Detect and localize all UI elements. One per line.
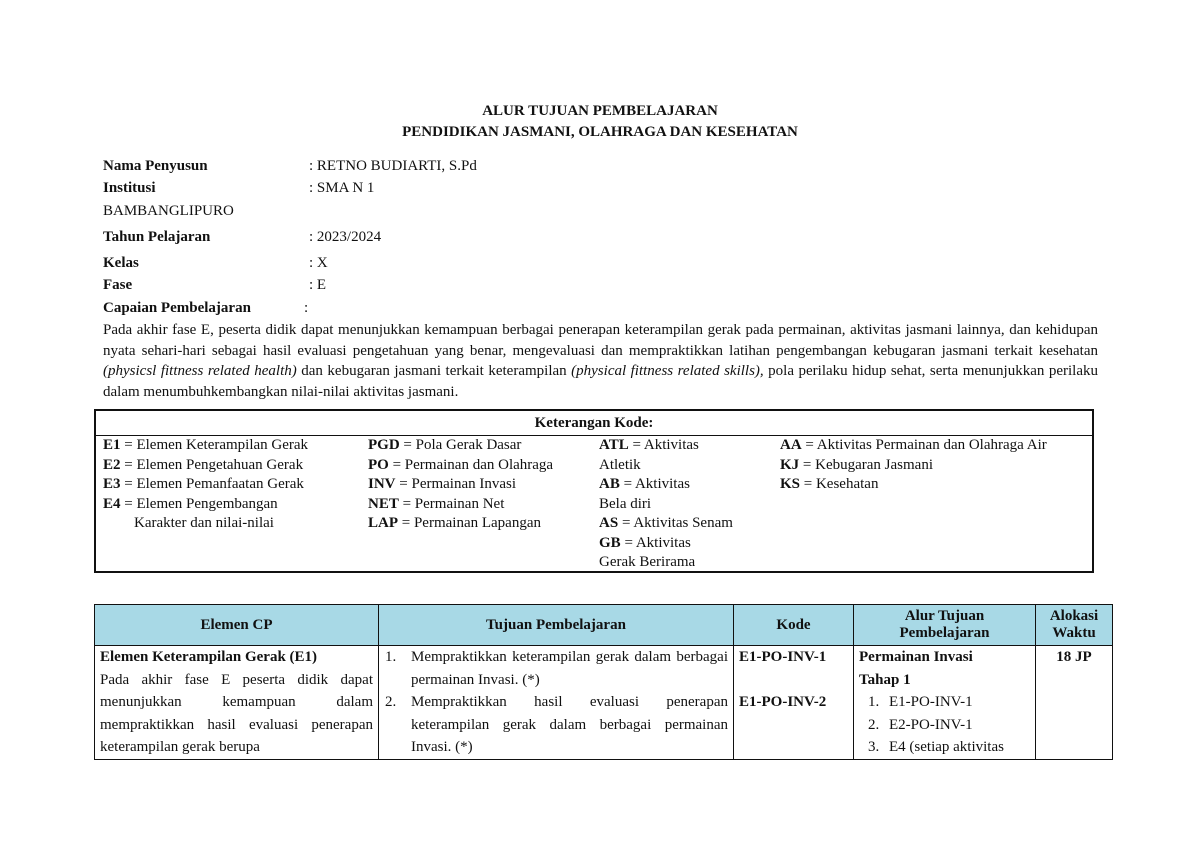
capaian-paragraph <box>103 320 1098 402</box>
kelas-value: : X <box>309 255 328 271</box>
tahun-value: : 2023/2024 <box>309 229 382 245</box>
kode-1: E1-PO-INV-1 <box>739 649 827 665</box>
kelas-label: Kelas <box>103 255 139 271</box>
list-item: 1. Mempraktikkan keterampilan gerak dalam berbagai permainan Invasi. (*) <box>385 649 728 688</box>
institusi-label: Institusi <box>103 180 156 196</box>
legend-item-atl-cont: Atletik <box>599 456 641 473</box>
keterangan-title: Keterangan Kode: <box>96 411 1092 436</box>
document-title-line2: PENDIDIKAN JASMANI, OLAHRAGA DAN KESEHATAN <box>402 124 798 140</box>
elemen-desc: Pada akhir fase E peserta didik dapat menunjukkan kemampuan dalam mempraktikkan hasil evaluasi penerapan keterampilan gerak berupa <box>100 671 373 755</box>
header-alur: Alur Tujuan Pembelajaran <box>854 605 1036 646</box>
list-item: 2. Mempraktikkan hasil evaluasi penerapan keterampilan gerak dalam berbagai permainan Invasi. (*) <box>385 694 728 755</box>
keterangan-col-elemen <box>103 436 308 534</box>
capaian-text-b: (physicsl fittness related health) <box>103 363 297 379</box>
header-kode: Kode <box>734 605 854 646</box>
elemen-title: Elemen Keterampilan Gerak (E1) <box>100 649 318 665</box>
penyusun-label: Nama Penyusun <box>103 158 208 174</box>
table-header-row <box>95 605 1113 646</box>
cell-alur <box>854 646 1036 760</box>
legend-item-lap: LAP = Permainan Lapangan <box>368 515 541 531</box>
cell-kode <box>734 646 854 760</box>
list-item: 3. E4 (setiap aktivitas <box>868 739 1004 755</box>
capaian-text-a: Pada akhir fase E, peserta didik dapat menunjukkan kemampuan berbagai penerapan keterampilan gerak pada permainan, aktivitas jasmani lainnya, dan kehidupan nyata sehari-hari sebagai hasil evaluasi pengetahuan yang benar, mengevaluasi dan mempraktikkan latihan pengembangan kebugaran jasmani terkait kesehatan <box>103 322 1098 359</box>
keterangan-col-lainnya <box>780 436 1047 495</box>
header-tujuan: Tujuan Pembelajaran <box>379 605 734 646</box>
kode-2: E1-PO-INV-2 <box>739 694 827 710</box>
fase-value: : E <box>309 277 327 293</box>
legend-item-ab: AB = Aktivitas <box>599 476 690 492</box>
list-item: 2. E2-PO-INV-1 <box>868 716 973 733</box>
legend-item-gb-cont: Gerak Berirama <box>599 554 696 570</box>
legend-item-e4-cont: Karakter dan nilai-nilai <box>134 515 274 531</box>
legend-item-as: AS = Aktivitas Senam <box>599 515 733 531</box>
atp-table <box>94 604 1113 760</box>
cell-tujuan <box>379 646 734 760</box>
keterangan-col-permainan <box>368 436 553 534</box>
legend-item-kj: KJ = Kebugaran Jasmani <box>780 456 934 473</box>
tahun-label: Tahun Pelajaran <box>103 229 211 245</box>
legend-item-ab-cont: Bela diri <box>599 495 652 512</box>
fase-label: Fase <box>103 277 133 293</box>
legend-item-e2: E2 = Elemen Pengetahuan Gerak <box>103 456 304 473</box>
institusi-value: : SMA N 1 <box>309 180 375 196</box>
list-item: 1. E1-PO-INV-1 <box>868 694 973 710</box>
legend-item-net: NET = Permainan Net <box>368 495 505 512</box>
legend-item-atl: ATL = Aktivitas <box>599 437 699 453</box>
header-elemen-cp: Elemen CP <box>95 605 379 646</box>
capaian-text-e: pola perilaku hidup sehat, serta menunjukkan perilaku dalam menumbuhkembangkan nilai-nilai aktivitas jasmani. <box>103 363 1099 400</box>
meta-institusi-cont <box>103 201 234 221</box>
legend-item-po: PO = Permainan dan Olahraga <box>368 456 554 473</box>
legend-item-e4: E4 = Elemen Pengembangan <box>103 495 278 512</box>
institusi-value-cont: BAMBANGLIPURO <box>103 203 234 219</box>
legend-item-gb: GB = Aktivitas <box>599 534 691 551</box>
header-alokasi: Alokasi Waktu <box>1036 605 1113 646</box>
capaian-colon: : <box>304 300 309 316</box>
cell-elemen-cp <box>95 646 379 760</box>
legend-item-ks: KS = Kesehatan <box>780 476 879 492</box>
keterangan-col-aktivitas <box>599 436 733 573</box>
tujuan-list <box>385 646 728 759</box>
alur-list <box>859 691 1030 759</box>
keterangan-kode-box <box>94 409 1094 573</box>
capaian-label: Capaian Pembelajaran <box>103 300 251 316</box>
capaian-text-d: (physical fittness related skills), <box>571 363 764 379</box>
legend-item-inv: INV = Permainan Invasi <box>368 476 517 492</box>
legend-item-pgd: PGD = Pola Gerak Dasar <box>368 437 522 453</box>
legend-item-e3: E3 = Elemen Pemanfaatan Gerak <box>103 476 304 492</box>
capaian-text-c: dan kebugaran jasmani terkait keterampilan <box>296 363 572 379</box>
legend-item-e1: E1 = Elemen Keterampilan Gerak <box>103 437 309 453</box>
penyusun-value: : RETNO BUDIARTI, S.Pd <box>309 158 477 174</box>
table-row <box>95 646 1113 760</box>
legend-item-aa: AA = Aktivitas Permainan dan Olahraga Air <box>780 437 1047 453</box>
document-title-line1: ALUR TUJUAN PEMBELAJARAN <box>482 103 718 119</box>
alur-tahap: Tahap 1 <box>859 671 911 688</box>
cell-alokasi: 18 JP <box>1036 646 1113 760</box>
alur-title: Permainan Invasi <box>859 649 973 665</box>
